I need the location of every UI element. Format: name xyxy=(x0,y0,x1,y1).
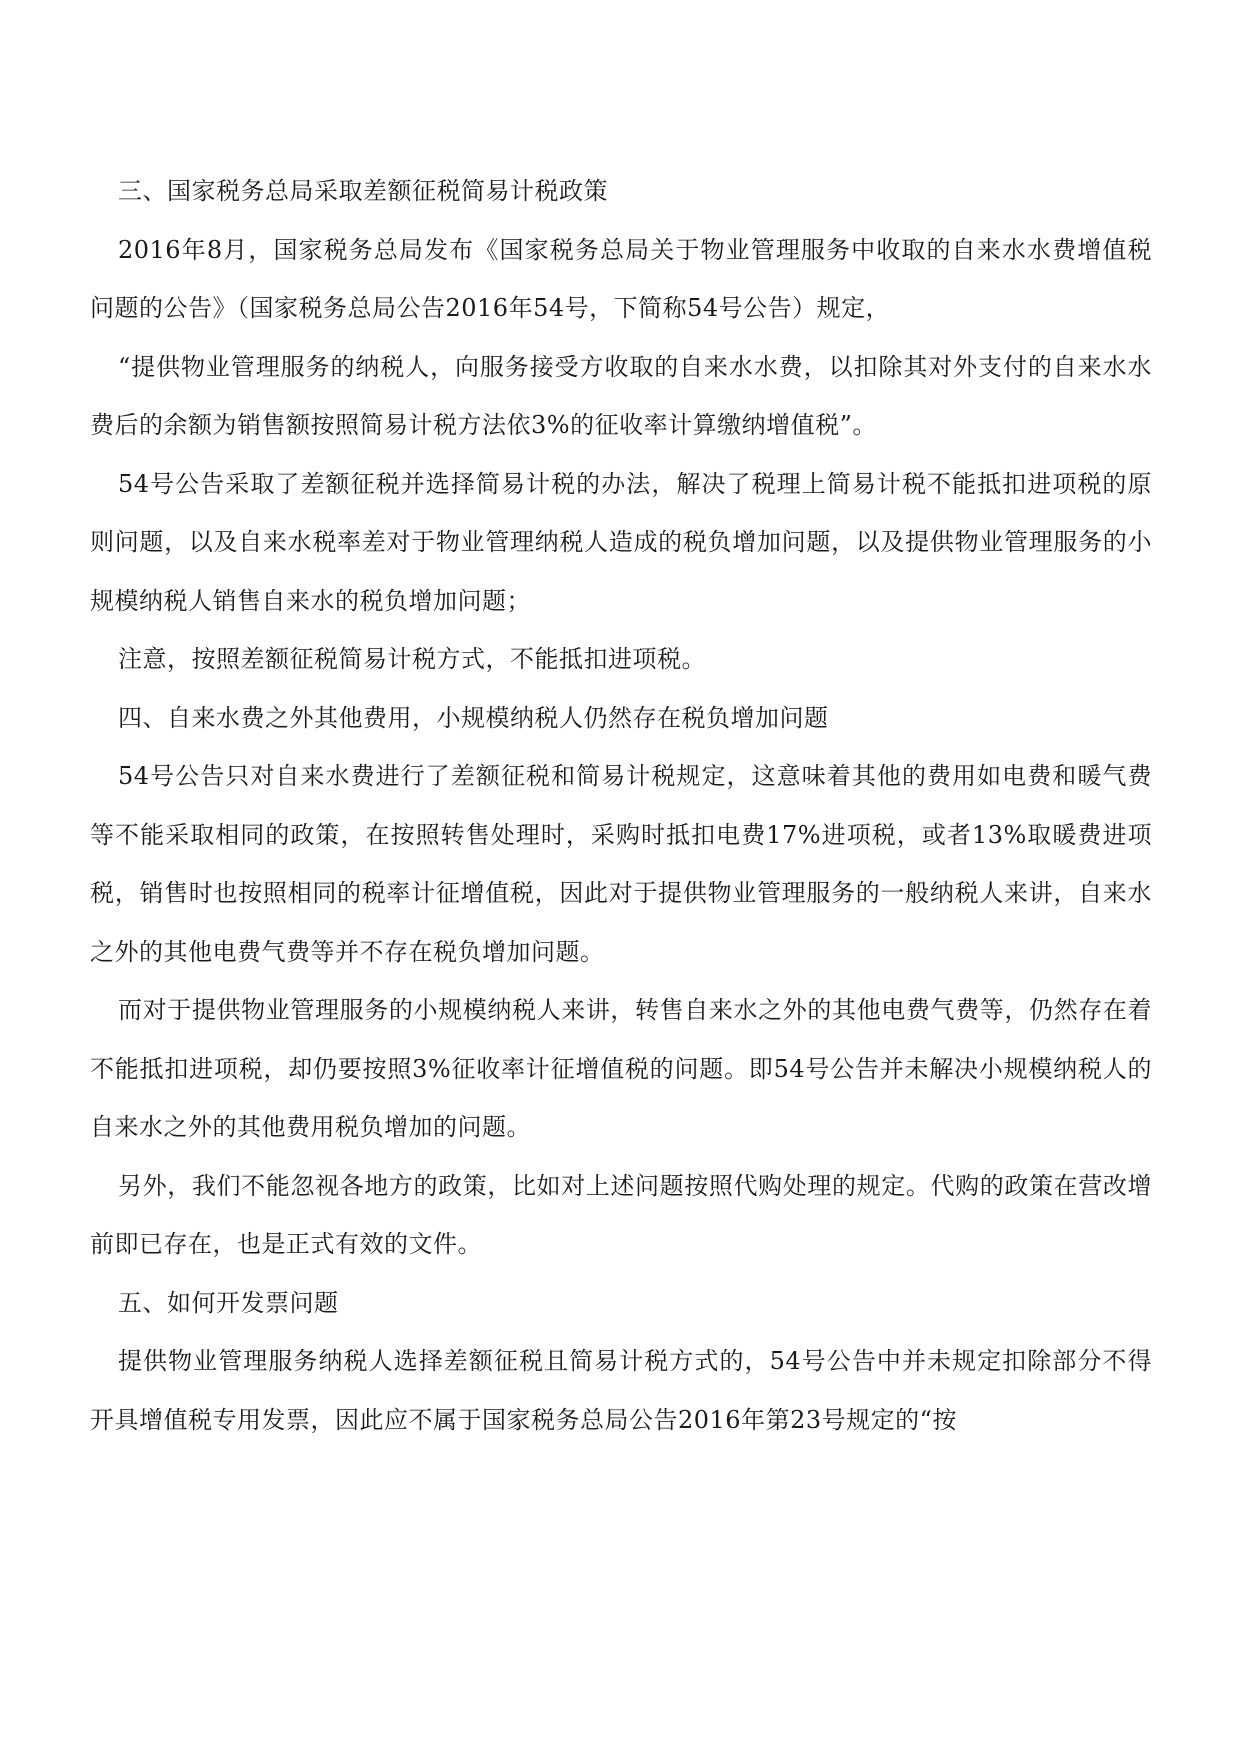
paragraph: 而对于提供物业管理服务的小规模纳税人来讲，转售自来水之外的其他电费气费等，仍然存在着不能抵扣进项税，却仍要按照3%征收率计征增值税的问题。即54号公告并未解决小规模纳税人的自来水之外的其他费用税负增加的问题。 xyxy=(90,996,1152,1141)
section-heading-5: 五、如何开发票问题 xyxy=(118,1288,339,1317)
section-heading-3: 三、国家税务总局采取差额征税简易计税政策 xyxy=(118,177,608,205)
paragraph: 另外，我们不能忽视各地方的政策，比如对上述问题按照代购处理的规定。代购的政策在营改增前即已存在，也是正式有效的文件。 xyxy=(90,1171,1152,1258)
paragraph: 54号公告只对自来水费进行了差额征税和简易计税规定，这意味着其他的费用如电费和暖气费等不能采取相同的政策，在按照转售处理时，采购时抵扣电费17%进项税，或者13%取暖费进项税，销售时也按照相同的税率计征增值税，因此对于提供物业管理服务的一般纳税人来讲，自来水之外的其他电费气费等并不存在税负增加问题。 xyxy=(90,762,1152,966)
paragraph: 54号公告采取了差额征税并选择简易计税的办法，解决了税理上简易计税不能抵扣进项税的原则问题，以及自来水税率差对于物业管理纳税人造成的税负增加问题，以及提供物业管理服务的小规模纳税人销售自来水的税负增加问题； xyxy=(90,469,1152,615)
section-heading-4: 四、自来水费之外其他费用，小规模纳税人仍然存在税负增加问题 xyxy=(118,703,829,732)
paragraph: 提供物业管理服务纳税人选择差额征税且简易计税方式的，54号公告中并未规定扣除部分不得开具增值税专用发票，因此应不属于国家税务总局公告2016年第23号规定的“按 xyxy=(90,1347,1152,1434)
note-paragraph: 注意，按照差额征税简易计税方式，不能抵扣进项税。 xyxy=(118,645,706,673)
quoted-paragraph: “提供物业管理服务的纳税人，向服务接受方收取的自来水水费，以扣除其对外支付的自来水水费后的余额为销售额按照简易计税方法依3%的征收率计算缴纳增值税”。 xyxy=(90,352,1152,439)
document-body xyxy=(90,162,1152,1449)
paragraph: 2016年8月，国家税务总局发布《国家税务总局关于物业管理服务中收取的自来水水费增值税问题的公告》（国家税务总局公告2016年54号，下简称54号公告）规定， xyxy=(90,235,1152,322)
